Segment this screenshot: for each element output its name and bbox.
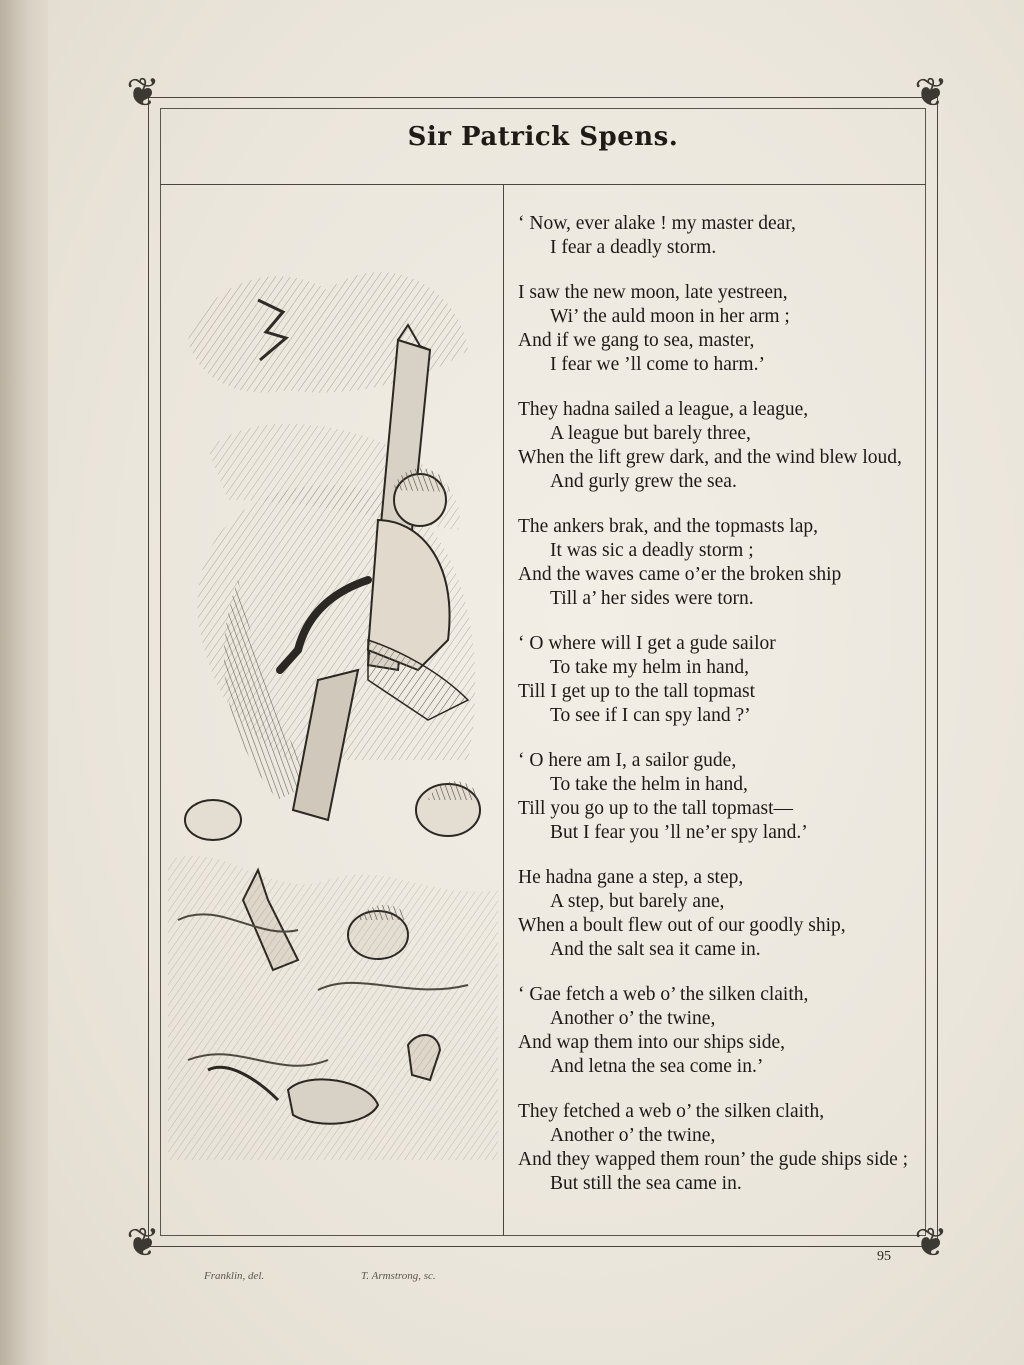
verse-line: I fear we ’ll come to harm.’ (550, 354, 765, 375)
verse-line: Till I get up to the tall topmast (518, 681, 756, 702)
verse-line: Till you go up to the tall topmast— (518, 798, 793, 819)
verse-line: And the salt sea it came in. (550, 939, 761, 960)
verse-line: It was sic a deadly storm ; (550, 540, 754, 561)
verse-line: They hadna sailed a league, a league, (518, 399, 809, 420)
stanza (518, 749, 918, 845)
book-page (48, 0, 1024, 1365)
verse-line: The ankers brak, and the topmasts lap, (518, 516, 818, 537)
verse-line: Another o’ the twine, (550, 1125, 716, 1146)
verse-line: A step, but barely ane, (550, 891, 725, 912)
verse-line: To see if I can spy land ?’ (550, 705, 751, 726)
page-number: 95 (877, 1249, 891, 1264)
stanza (518, 866, 918, 962)
verse-line: ‘ O here am I, a sailor gude, (518, 750, 737, 771)
verse-line: A league but barely three, (550, 423, 751, 444)
stanza (518, 632, 918, 728)
verse-line: And gurly grew the sea. (550, 471, 737, 492)
verse-line: He hadna gane a step, a step, (518, 867, 744, 888)
corner-ornament-icon: ❦ (914, 70, 948, 115)
verse-line: They fetched a web o’ the silken claith, (518, 1101, 825, 1122)
stanza (518, 515, 918, 611)
verse-line: And they wapped them roun’ the gude ships side ; (518, 1149, 909, 1170)
shipwreck-illustration (168, 200, 498, 1160)
verse-line: But I fear you ’ll ne’er spy land.’ (550, 822, 808, 843)
verse-line: Another o’ the twine, (550, 1008, 716, 1029)
verse-line: And the waves came o’er the broken ship (518, 564, 842, 585)
title-rule (160, 184, 926, 185)
stanza (518, 983, 918, 1079)
verse-line: I fear a deadly storm. (550, 237, 717, 258)
poem-text (518, 212, 918, 1217)
stanza (518, 281, 918, 377)
verse-line: ‘ Gae fetch a web o’ the silken claith, (518, 984, 809, 1005)
verse-line: Wi’ the auld moon in her arm ; (550, 306, 790, 327)
page-title: Sir Patrick Spens. (407, 122, 679, 152)
verse-line: And letna the sea come in.’ (550, 1056, 764, 1077)
stanza (518, 212, 918, 260)
verse-line: And wap them into our ships side, (518, 1032, 786, 1053)
designer-credit: Franklin, del. (204, 1270, 265, 1282)
verse-line: To take the helm in hand, (550, 774, 748, 795)
verse-line: When a boult flew out of our goodly ship, (518, 915, 846, 936)
column-divider (503, 184, 504, 1236)
stanza (518, 1100, 918, 1196)
verse-line: But still the sea came in. (550, 1173, 742, 1194)
corner-ornament-icon: ❦ (126, 1220, 160, 1265)
stanza (518, 398, 918, 494)
verse-line: I saw the new moon, late yestreen, (518, 282, 788, 303)
verse-line: To take my helm in hand, (550, 657, 750, 678)
verse-line: Till a’ her sides were torn. (550, 588, 754, 609)
verse-line: When the lift grew dark, and the wind blew loud, (518, 447, 902, 468)
verse-line: And if we gang to sea, master, (518, 330, 755, 351)
verse-line: ‘ Now, ever alake ! my master dear, (518, 213, 796, 234)
left-page-edge (0, 560, 40, 1080)
engraver-credit: T. Armstrong, sc. (361, 1270, 436, 1282)
corner-ornament-icon: ❦ (914, 1220, 948, 1265)
verse-line: ‘ O where will I get a gude sailor (518, 633, 776, 654)
corner-ornament-icon: ❦ (126, 70, 160, 115)
